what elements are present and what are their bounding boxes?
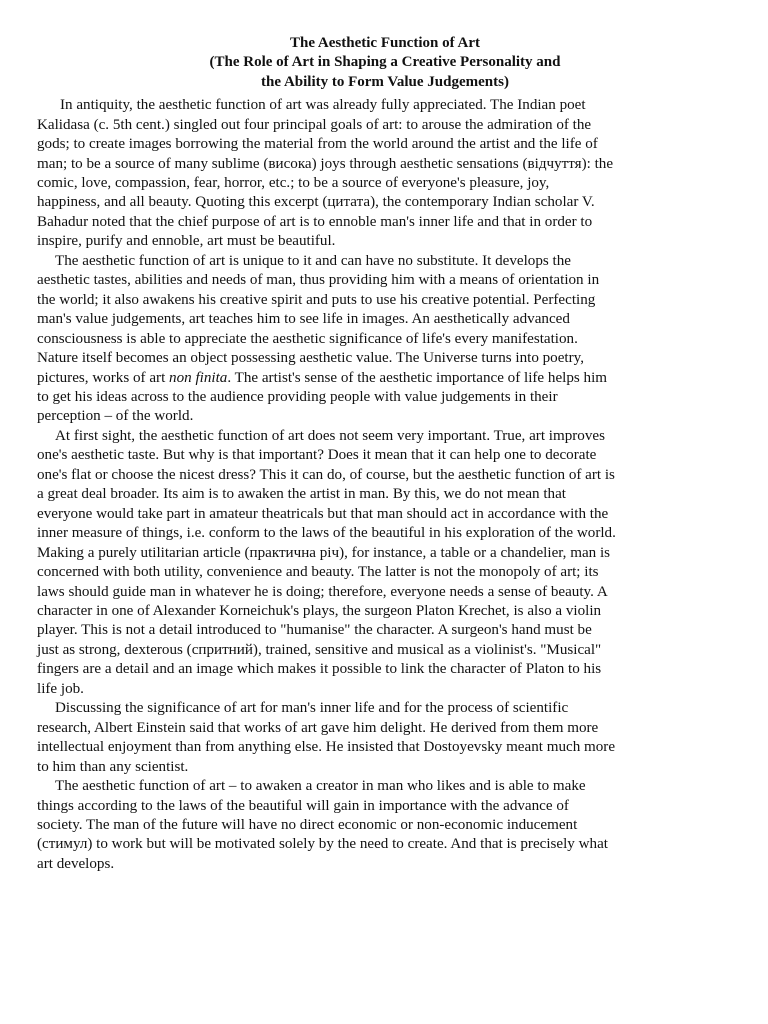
text-line: everyone would take part in amateur theatricals but that man should act in accordance with the (37, 505, 609, 522)
text-line: character in one of Alexander Korneichuk's plays, the surgeon Platon Krechet, is also a violin (37, 603, 602, 619)
text-line: The aesthetic function of art is unique to it and can have no substitute. It develops the (55, 252, 571, 269)
text-line: player. This is not a detail introduced to "humanise" the character. A surgeon's hand must be (37, 622, 592, 639)
text-line: research, Albert Einstein said that works of art gave him delight. He derived from them more (37, 719, 599, 736)
text-line: gods; to create images borrowing the material from the world around the artist and the life of (37, 136, 598, 153)
text-line: Discussing the significance of art for man's inner life and for the process of scientific (55, 700, 569, 717)
italic-phrase: non finita (169, 369, 228, 386)
paragraph-5 (37, 777, 733, 874)
text-line: society. The man of the future will have no direct economic or non-economic inducement (37, 816, 578, 833)
text-line: laws should guide man in whatever he is doing; therefore, everyone needs a sense of beauty. A (37, 583, 608, 600)
paragraph-3 (37, 427, 733, 699)
document-heading (37, 34, 733, 92)
paragraph-4 (37, 699, 733, 777)
document-subtitle-line-2: the Ability to Form Value Judgements) (261, 73, 509, 90)
text-line: intellectual enjoyment than from anything else. He insisted that Dostoyevsky meant much more (37, 739, 616, 756)
text-line: In antiquity, the aesthetic function of art was already fully appreciated. The Indian poet (60, 97, 586, 114)
text-line: man's value judgements, art teaches him to see life in images. An aesthetically advanced (37, 311, 570, 328)
text-line: The aesthetic function of art – to awaken a creator in man who likes and is able to make (55, 778, 586, 795)
text-line: Nature itself becomes an object possessing aesthetic value. The Universe turns into poetry, (37, 350, 584, 367)
text-line: just as strong, dexterous (спритний), trained, sensitive and musical as a violinist's. "Musical" (37, 641, 602, 658)
text-line: Bahadur noted that the chief purpose of art is to ennoble man's inner life and that in order to (37, 213, 593, 230)
text-line-with-italic (37, 369, 733, 388)
text-line: happiness, and all beauty. Quoting this excerpt (цитата), the contemporary Indian scholar V. (37, 194, 595, 211)
text-line: a great deal broader. Its aim is to awaken the artist in man. By this, we do not mean that (37, 486, 566, 503)
text-line: inspire, purify and ennoble, art must be beautiful. (37, 233, 336, 250)
text-line: to get his ideas across to the audience providing people with value judgements in their (37, 389, 558, 406)
text-line: things according to the laws of the beautiful will gain in importance with the advance of (37, 797, 569, 814)
document-title: The Aesthetic Function of Art (290, 35, 480, 51)
text-segment: . The artist's sense of the aesthetic importance of life helps him (227, 369, 608, 386)
text-line: comic, love, compassion, fear, horror, etc.; to be a source of everyone's pleasure, joy, (37, 175, 550, 192)
text-line: concerned with both utility, convenience and beauty. The latter is not the monopoly of art; its (37, 564, 599, 581)
text-line: one's flat or choose the nicest dress? This it can do, of course, but the aesthetic function of art is (37, 466, 615, 483)
text-line: aesthetic tastes, abilities and needs of man, thus providing him with a means of orientation in (37, 272, 600, 289)
document-subtitle-line-1: (The Role of Art in Shaping a Creative Personality and (209, 54, 561, 71)
paragraph-2 (37, 252, 733, 427)
text-line: Kalidasa (c. 5th cent.) singled out four principal goals of art: to arouse the admiration of the (37, 116, 592, 133)
text-line: consciousness is able to appreciate the aesthetic significance of life's every manifestation. (37, 330, 578, 347)
text-line: art develops. (37, 855, 115, 872)
text-line: perception – of the world. (37, 408, 194, 425)
text-line: At first sight, the aesthetic function of art does not seem very important. True, art improves (55, 427, 605, 444)
text-line: inner measure of things, i.e. conform to the laws of the beautiful in his exploration of the world. (37, 525, 616, 542)
document-page (37, 34, 733, 874)
text-line: the world; it also awakens his creative spirit and puts to use his creative potential. Perfecting (37, 291, 596, 308)
text-line: man; to be a source of many sublime (висока) joys through aesthetic sensations (відчуття): the (37, 155, 614, 172)
paragraph-1 (37, 96, 733, 252)
text-line: (стимул) to work but will be motivated solely by the need to create. And that is precisely what (37, 836, 608, 853)
text-line: to him than any scientist. (37, 758, 189, 775)
text-line: one's aesthetic taste. But why is that important? Does it mean that it can help one to decorate (37, 447, 597, 464)
text-segment: pictures, works of art (37, 369, 170, 386)
text-line: life job. (37, 680, 84, 697)
text-line: fingers are a detail and an image which makes it possible to link the character of Platon to his (37, 661, 602, 678)
text-line: Making a purely utilitarian article (практична річ), for instance, a table or a chandelier, man is (37, 544, 611, 561)
